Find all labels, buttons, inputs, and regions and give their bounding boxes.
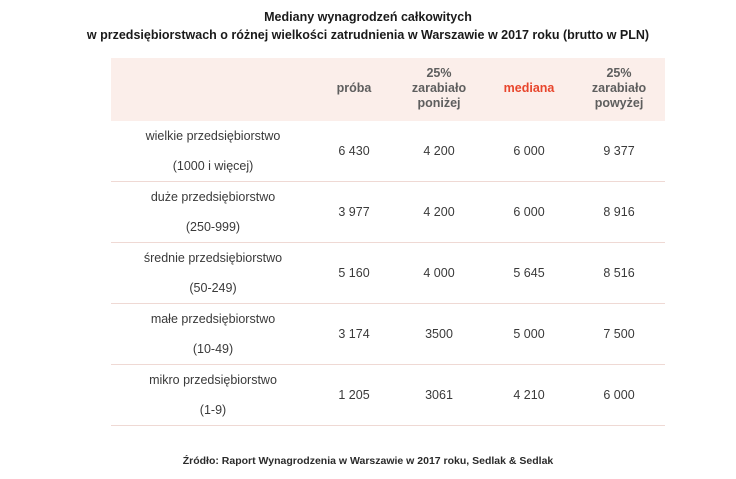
table-row: [111, 182, 665, 243]
row-label-sub: (10-49): [192, 342, 234, 356]
title-line-2: w przedsiębiorstwach o różnej wielkości zatrudnienia w Warszawie w 2017 roku (brutto w PLN): [86, 28, 650, 42]
wage-table-wrapper: [111, 58, 647, 426]
table-row: [111, 121, 665, 182]
table-body: [111, 121, 665, 426]
cell-below: 4 200: [393, 121, 485, 182]
column-header-proba: próba: [315, 58, 393, 121]
row-label-sub: (50-249): [189, 281, 237, 295]
row-label-sub: (1000 i więcej): [172, 159, 254, 173]
cell-above: 9 377: [573, 121, 665, 182]
cell-below: 4 200: [393, 182, 485, 243]
cell-above: 7 500: [573, 304, 665, 365]
cell-above: 8 916: [573, 182, 665, 243]
column-header-below: [393, 58, 485, 121]
source-note: Źródło: Raport Wynagrodzenia w Warszawie w 2017 roku, Sedlak & Sedlak: [182, 455, 554, 467]
column-header-median: mediana: [485, 58, 573, 121]
column-header-below-line2: zarabiało: [411, 81, 467, 95]
cell-below: 3500: [393, 304, 485, 365]
table-row: [111, 304, 665, 365]
cell-median: 5 000: [485, 304, 573, 365]
table-header-row: [111, 58, 665, 121]
cell-below: 3061: [393, 365, 485, 426]
row-label: [111, 121, 315, 182]
cell-proba: 5 160: [315, 243, 393, 304]
column-header-above: [573, 58, 665, 121]
cell-proba: 3 174: [315, 304, 393, 365]
row-label-main: mikro przedsiębiorstwo: [149, 373, 277, 387]
cell-median: 5 645: [485, 243, 573, 304]
cell-above: 6 000: [573, 365, 665, 426]
column-header-above-line1: 25%: [606, 66, 632, 80]
table-header: [111, 58, 665, 121]
column-header-below-line3: poniżej: [417, 96, 461, 110]
cell-proba: 1 205: [315, 365, 393, 426]
row-label-sub: (250-999): [185, 220, 241, 234]
cell-below: 4 000: [393, 243, 485, 304]
table-row: [111, 365, 665, 426]
row-label-main: małe przedsiębiorstwo: [150, 312, 276, 326]
cell-proba: 3 977: [315, 182, 393, 243]
cell-proba: 6 430: [315, 121, 393, 182]
row-label-main: średnie przedsiębiorstwo: [143, 251, 283, 265]
table-row: [111, 243, 665, 304]
row-label: [111, 365, 315, 426]
row-label-main: wielkie przedsiębiorstwo: [145, 129, 281, 143]
row-label-sub: (1-9): [199, 403, 227, 417]
cell-median: 4 210: [485, 365, 573, 426]
row-label-main: duże przedsiębiorstwo: [150, 190, 276, 204]
row-label: [111, 243, 315, 304]
column-header-label: [111, 58, 315, 121]
column-header-above-line3: powyżej: [594, 96, 644, 110]
column-header-above-line2: zarabiało: [591, 81, 647, 95]
wage-table: [111, 58, 665, 426]
page-title: [0, 0, 736, 44]
cell-median: 6 000: [485, 121, 573, 182]
row-label: [111, 182, 315, 243]
column-header-below-line1: 25%: [426, 66, 452, 80]
cell-median: 6 000: [485, 182, 573, 243]
title-line-1: Mediany wynagrodzeń całkowitych: [264, 10, 472, 24]
cell-above: 8 516: [573, 243, 665, 304]
row-label: [111, 304, 315, 365]
